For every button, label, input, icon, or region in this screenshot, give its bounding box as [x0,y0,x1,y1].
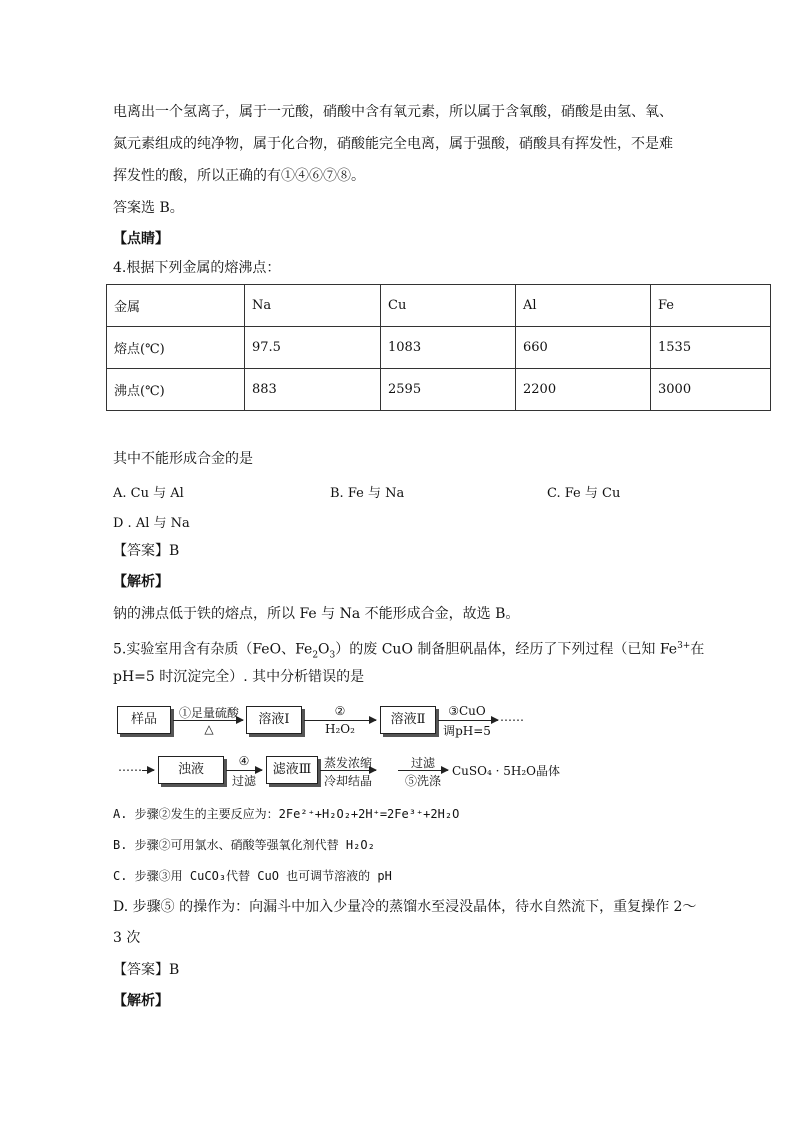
table-cell: 97.5 [245,327,381,369]
table-cell: 金属 [107,285,245,327]
flow-label: H₂O₂ [325,722,355,736]
q5-stem-line-1 [113,636,704,665]
q4-option-a: A. Cu 与 Al [113,486,184,501]
melting-boiling-table [106,284,771,411]
flow-ellipsis: …… [500,710,524,724]
tip-heading: 【点睛】 [113,231,169,247]
flow-arrow [304,720,376,721]
q5-stem-part: 在 [690,641,705,658]
table-cell: 2200 [516,369,651,411]
q5-answer: 【答案】B [113,962,180,978]
table-cell: 660 [516,327,651,369]
q5-option-d: D. 步骤⑤ 的操作为：向漏斗中加入少量冷的蒸馏水至浸没晶体，待水自然流下，重复操作 2～ [113,899,697,915]
flow-label: ② [334,704,346,718]
table-cell: Al [516,285,651,327]
q5-option-a: A. 步骤②发生的主要反应为：2Fe²⁺+H₂O₂+2H⁺=2Fe³⁺+2H₂O [113,807,460,821]
flow-label: 蒸发浓缩 [323,756,372,770]
flow-box-solution-1: 溶液Ⅰ [246,706,302,734]
flow-box-solution-2: 溶液Ⅱ [380,706,436,734]
flow-label: ④ [238,754,250,768]
table-cell: 沸点(℃) [107,369,245,411]
flow-label: △ [204,722,214,736]
q5-option-d-cont: 3 次 [113,930,141,946]
intro-answer: 答案选 B。 [113,200,184,216]
q5-stem-part: O [318,641,330,658]
q5-stem-sub: 3 [329,650,336,661]
table-header-row [107,285,771,327]
q5-stem-sub: 2 [312,650,319,661]
q5-analysis-heading: 【解析】 [113,993,169,1009]
q5-option-b: B. 步骤②可用氯水、硝酸等强氧化剂代替 H₂O₂ [113,838,375,852]
q4-stem: 4.根据下列金属的熔沸点： [113,260,281,276]
q4-analysis-heading: 【解析】 [113,574,169,590]
flow-label: 过滤 [410,756,435,770]
table-cell: 883 [245,369,381,411]
q4-question: 其中不能形成合金的是 [113,451,253,467]
flow-product: CuSO₄ · 5H₂O晶体 [452,764,560,778]
flow-arrow [438,720,498,721]
table-cell: 3000 [651,369,771,411]
flow-arrow [226,770,262,771]
q4-option-d: D . Al 与 Na [113,516,190,531]
flow-ellipsis: …… [118,760,142,774]
table-cell: 熔点(℃) [107,327,245,369]
table-cell: 2595 [381,369,516,411]
table-cell: Na [245,285,381,327]
flow-label: 冷却结晶 [323,774,372,788]
q5-stem-part: 5.实验室用含有杂质（FeO、Fe [113,641,313,658]
q5-stem-sup: 3+ [677,641,691,651]
table-cell: 1535 [651,327,771,369]
table-cell: 1083 [381,327,516,369]
flow-label: ③CuO [448,704,486,718]
intro-line-3: 挥发性的酸，所以正确的有①④⑥⑦⑧。 [113,168,365,184]
q4-option-c: C. Fe 与 Cu [547,486,621,501]
flow-box-filtrate-3: 滤液Ⅲ [266,756,318,784]
q5-option-c: C. 步骤③用 CuCO₃代替 CuO 也可调节溶液的 pH [113,869,392,883]
table-cell: Cu [381,285,516,327]
flow-label: ①足量硫酸 [178,706,239,720]
q5-stem-part: ）的废 CuO 制备胆矾晶体，经历了下列过程（已知 Fe [335,641,678,658]
intro-line-2: 氮元素组成的纯净物，属于化合物，硝酸能完全电离，属于强酸，硝酸具有挥发性，不是难 [113,136,673,152]
flow-box-turbid: 浊液 [158,756,224,784]
table-row [107,369,771,411]
table-cell: Fe [651,285,771,327]
flow-label: 过滤 [231,774,256,788]
q4-answer: 【答案】B [113,543,180,559]
flow-box-sample: 样品 [117,706,171,734]
q4-option-b: B. Fe 与 Na [330,486,405,501]
table-row [107,327,771,369]
q4-analysis-text: 钠的沸点低于铁的熔点，所以 Fe 与 Na 不能形成合金，故选 B。 [113,606,520,622]
q5-stem-line-2: pH=5 时沉淀完全）. 其中分析错误的是 [113,669,365,685]
flow-arrow [142,770,154,771]
flow-label: 调pH=5 [443,724,491,738]
intro-line-1: 电离出一个氢离子，属于一元酸，硝酸中含有氧元素，所以属于含氧酸，硝酸是由氢、氧、 [113,104,673,120]
flow-label: ⑤洗涤 [404,774,441,788]
